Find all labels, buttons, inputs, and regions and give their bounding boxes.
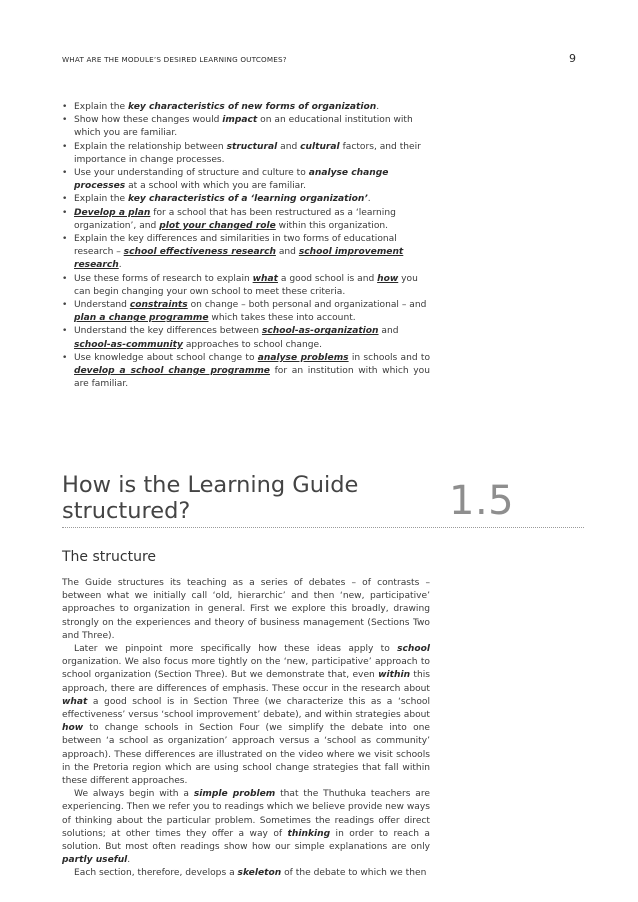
- running-head: WHAT ARE THE MODULE’S DESIRED LEARNING OUTCOMES?: [62, 55, 287, 64]
- list-item: • Understand the key differences between school-as-organization and school-as-community approaches to school change.: [62, 325, 430, 351]
- dotted-divider: [62, 527, 584, 528]
- section-title: How is the Learning Guide structured?: [62, 472, 359, 524]
- list-item: • Develop a plan for a school that has been restructured as a ‘learning organization’, and plot your changed role within this organization.: [62, 207, 430, 233]
- list-item: • Use your understanding of structure and culture to analyse change processes at a school with which you are familiar.: [62, 167, 430, 193]
- list-item: • Explain the key differences and similarities in two forms of educational research – school effectiveness research and school improvement research.: [62, 233, 430, 273]
- subsection-title: The structure: [62, 549, 157, 565]
- paragraph: The Guide structures its teaching as a series of debates – of contrasts – between what we initially call ‘old, hierarchic’ and then ‘new, participative’ approaches to organization in general. First we explore this broadly, drawing strongly on the experiences and theory of business management (Sections Two and Three).: [62, 578, 430, 641]
- paragraph: We always begin with a simple problem that the Thuthuka teachers are experiencing. Then we refer you to readings which we believe provide new ways of thinking about the particular problem. Sometimes the readings offer direct solutions; at other times they offer a way of thinking in order to reach a solution. But most often readings show how our simple explanations are only partly useful.: [62, 789, 430, 866]
- learning-outcomes-list: [62, 101, 430, 391]
- list-item: • Show how these changes would impact on an educational institution with which you are familiar.: [62, 114, 430, 140]
- section-number: 1.5: [449, 478, 515, 524]
- page-number: 9: [569, 52, 576, 65]
- paragraph: Each section, therefore, develops a skeleton of the debate to which we then: [74, 868, 427, 879]
- list-item: • Use these forms of research to explain what a good school is and how you can begin changing your own school to meet these criteria.: [62, 273, 430, 299]
- list-item: • Explain the key characteristics of a ‘learning organization’.: [62, 193, 430, 206]
- paragraph: Later we pinpoint more specifically how these ideas apply to school organization. We also focus more tightly on the ‘new, participative’ approach to school organization (Section Three). But we demonstrate that, even within this approach, there are differences of emphasis. These occur in the research about what a good school is in Section Three (we characterize this as a ‘school effectiveness’ versus ‘school improvement’ debate), and within strategies about how to change schools in Section Four (we simplify the debate into one between ‘a school as organization’ approach versus a ‘school as community’ approach). These differences are illustrated on the video where we visit schools in the Pretoria region which are using school change strategies that fall within these different approaches.: [62, 644, 431, 787]
- page-header: [62, 52, 578, 68]
- list-item: • Explain the relationship between structural and cultural factors, and their importance in change processes.: [62, 141, 430, 167]
- list-item: • Explain the key characteristics of new forms of organization.: [62, 101, 430, 114]
- body-text: [62, 577, 430, 881]
- list-item: • Use knowledge about school change to analyse problems in schools and to develop a school change programme for an institution with which you are familiar.: [62, 352, 430, 392]
- list-item: • Understand constraints on change – both personal and organizational – and plan a change programme which takes these into account.: [62, 299, 430, 325]
